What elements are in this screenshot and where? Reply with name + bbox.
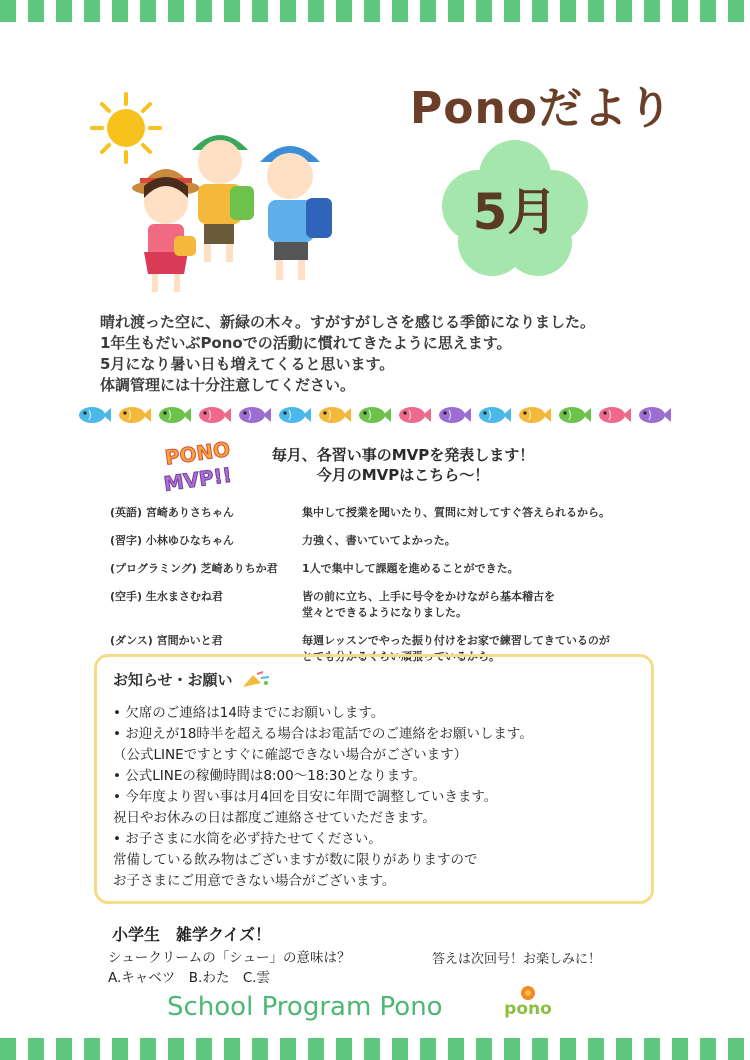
mvp-reason	[302, 589, 690, 621]
mvp-name: (英語) 宮崎ありさちゃん	[110, 506, 234, 519]
notice-box	[94, 654, 654, 904]
mvp-list	[110, 505, 690, 677]
fish-icon	[236, 402, 272, 428]
fish-icon	[156, 402, 192, 428]
mvp-logo-line2: MVP!!	[162, 462, 234, 496]
quiz-question: シュークリームの「シュー」の意味は？	[108, 950, 351, 966]
mvp-heading-line2: 今月のMVPはこちら～！	[316, 466, 490, 484]
notice-line: • 公式LINEの稼働時間は8:00～18:30となります。	[113, 768, 427, 784]
intro-line: 体調管理には十分注意してください。	[100, 376, 356, 394]
quiz-options: A.キャベツ B.わた C.雲	[108, 970, 271, 986]
mvp-name: (ダンス) 宮間かいと君	[110, 634, 223, 647]
quiz-title: 小学生 雑学クイズ！	[112, 925, 272, 944]
notice-line: （公式LINEですとすぐに確認できない場合がございます）	[113, 747, 468, 763]
notice-line: お子さまにご用意できない場合がございます。	[113, 873, 396, 889]
mvp-heading	[258, 445, 548, 485]
fish-icon	[396, 402, 432, 428]
mvp-reason	[302, 505, 690, 521]
notice-line: • お子さまに水筒を必ず持たせてください。	[113, 831, 382, 847]
pono-logo-text: pono	[504, 999, 552, 1019]
fish-icon	[316, 402, 352, 428]
mvp-reason-line: 堂々とできるようになりました。	[302, 606, 467, 619]
fish-icon	[516, 402, 552, 428]
fish-icon	[76, 402, 112, 428]
top-stripe-border	[0, 0, 750, 22]
mvp-entry-programming	[110, 561, 690, 577]
mvp-reason-line: 集中して授業を聞いたり、質問に対してすぐ答えられるから。	[302, 506, 610, 519]
intro-line: 1年生もだいぶPonoでの活動に慣れてきたように思えます。	[100, 334, 512, 352]
month-label: 5月	[472, 183, 558, 241]
mvp-reason-line: 力強く、書いていてよかった。	[302, 534, 456, 547]
mvp-entry-karate	[110, 589, 690, 621]
mvp-reason-line: 毎週レッスンでやった振り付けをお家で練習してきているのが	[302, 634, 610, 647]
fish-icon	[556, 402, 592, 428]
notice-line: 祝日やお休みの日は都度ご連絡させていただきます。	[113, 810, 436, 826]
intro-line: 5月になり暑い日も増えてくると思います。	[100, 355, 395, 373]
mvp-entry-calligraphy	[110, 533, 690, 549]
mvp-reason	[302, 561, 690, 577]
fish-icon	[636, 402, 672, 428]
mvp-heading-line1: 毎月、各習い事のMVPを発表します！	[271, 446, 535, 464]
mvp-name: (習字) 小林ゆひなちゃん	[110, 534, 234, 547]
quiz-answer-note: 答えは次回号！お楽しみに！	[432, 952, 602, 967]
notice-line: • 今年度より習い事は月4回を目安に年間で調整していきます。	[113, 789, 498, 805]
intro-line: 晴れ渡った空に、新緑の木々。すがすがしさを感じる季節になりました。	[100, 313, 596, 331]
sun-icon	[92, 94, 160, 162]
mvp-reason-line: 1人で集中して課題を進めることができた。	[302, 562, 519, 575]
notice-title	[113, 669, 271, 690]
fish-divider	[76, 402, 676, 432]
fish-icon	[276, 402, 312, 428]
notice-list	[113, 703, 643, 892]
mvp-reason	[302, 533, 690, 549]
intro-message	[100, 312, 700, 396]
pono-mvp-logo	[160, 432, 244, 496]
mvp-entry-english	[110, 505, 690, 521]
notice-line: • お迎えが18時半を超える場合はお電話でのご連絡をお願いします。	[113, 726, 533, 742]
mvp-logo-line1: PONO	[163, 436, 232, 470]
fish-icon	[436, 402, 472, 428]
fish-icon	[596, 402, 632, 428]
footer-program-name: School Program Pono	[167, 992, 443, 1022]
children-illustration	[88, 90, 368, 300]
notice-line: • 欠席のご連絡は14時までにお願いします。	[113, 705, 385, 721]
fish-icon	[476, 402, 512, 428]
newsletter-title: Ponoだより	[410, 83, 674, 134]
notice-line: 常備している飲み物はございますが数に限りがありますので	[113, 852, 478, 868]
quiz-question-block	[108, 948, 350, 988]
party-popper-icon	[241, 671, 271, 689]
mvp-reason-line: とても分かるくらい頑張っているから。	[302, 650, 500, 663]
mvp-name: (プログラミング) 芝崎ありちか君	[110, 562, 278, 575]
fish-icon	[116, 402, 152, 428]
mvp-reason-line: 皆の前に立ち、上手に号令をかけながら基本稽古を	[302, 590, 555, 603]
fish-icon	[356, 402, 392, 428]
bottom-stripe-border	[0, 1038, 750, 1060]
fish-icon	[196, 402, 232, 428]
notice-title-text: お知らせ・お願い	[113, 671, 233, 689]
mvp-name: (空手) 生水まさむね君	[110, 590, 223, 603]
